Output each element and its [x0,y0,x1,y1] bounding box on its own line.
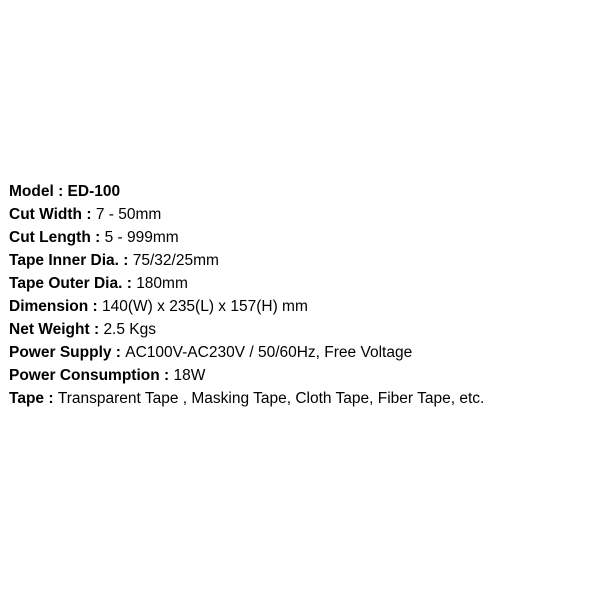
spec-list [9,180,599,410]
spec-row-dimension [9,295,599,318]
spec-value: 140(W) x 235(L) x 157(H) mm [102,298,308,315]
spec-value: Transparent Tape , Masking Tape, Cloth Tape, Fiber Tape, etc. [57,390,485,407]
spec-row-cut-width [9,203,599,226]
spec-row-net-weight [9,318,599,341]
spec-value: 5 - 999mm [104,229,179,246]
spec-value: 180mm [136,275,188,292]
spec-label: Tape Outer Dia. : [9,275,137,292]
spec-value: 2.5 Kgs [103,321,156,338]
spec-label: Net Weight : [9,321,104,338]
spec-label: Tape Inner Dia. : [9,252,133,269]
spec-row-cut-length [9,226,599,249]
spec-row-power-consumption [9,364,599,387]
spec-value: AC100V-AC230V / 50/60Hz, Free Voltage [125,344,413,361]
spec-value: 7 - 50mm [95,206,162,223]
spec-row-power-supply [9,341,599,364]
spec-row-tape-outer-dia [9,272,599,295]
spec-label: Cut Length : [9,229,105,246]
spec-label: Power Consumption : [9,367,174,384]
spec-label: Model : ED-100 [9,183,121,200]
spec-row-model [9,180,599,203]
spec-label: Cut Width : [9,206,96,223]
spec-label: Power Supply : [9,344,126,361]
spec-value: 75/32/25mm [132,252,219,269]
spec-row-tape [9,387,599,410]
spec-row-tape-inner-dia [9,249,599,272]
spec-label: Tape : [9,390,58,407]
spec-value: 18W [173,367,206,384]
spec-label: Dimension : [9,298,103,315]
